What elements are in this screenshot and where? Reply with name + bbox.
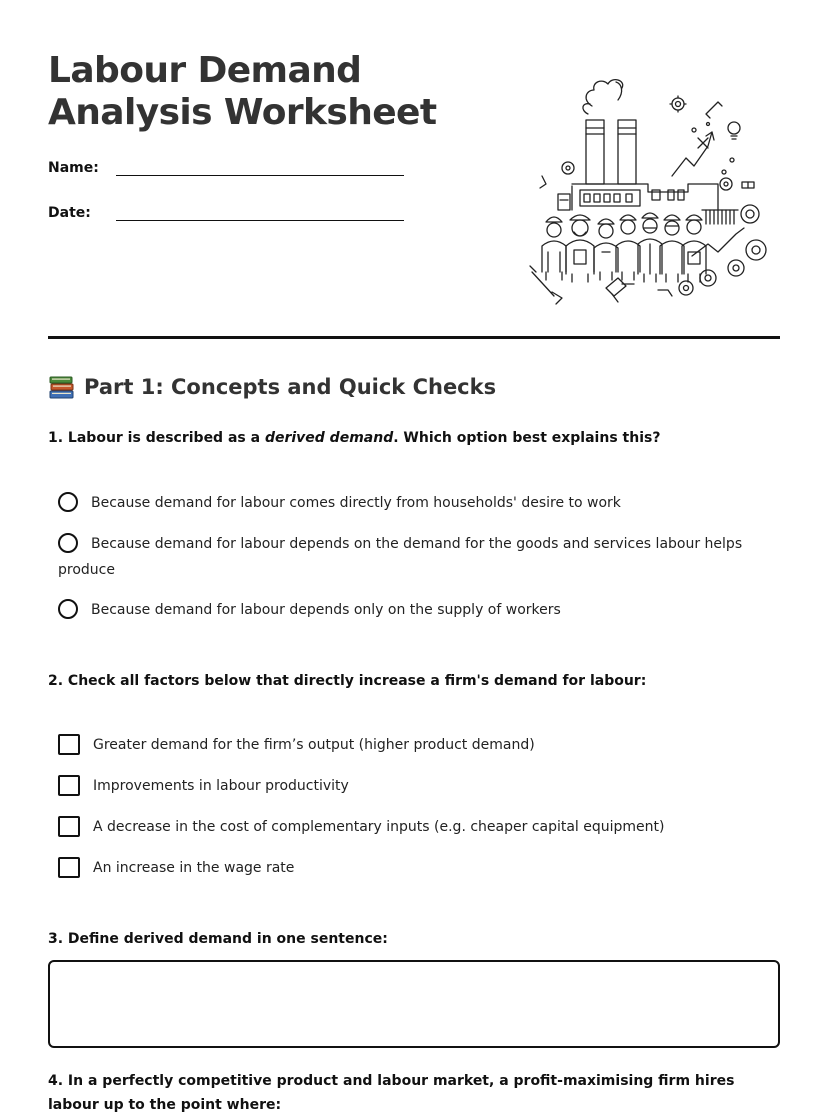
date-label: Date: bbox=[48, 205, 91, 221]
worksheet-title: Labour Demand Analysis Worksheet bbox=[48, 50, 437, 133]
q2-option-4[interactable] bbox=[58, 855, 758, 881]
q2-option-1[interactable] bbox=[58, 732, 758, 758]
q1-emphasis: derived demand bbox=[264, 430, 394, 446]
radio-button[interactable] bbox=[58, 492, 78, 512]
checkbox[interactable] bbox=[58, 857, 80, 878]
q3-answer-box[interactable] bbox=[48, 960, 780, 1048]
question-1 bbox=[48, 426, 788, 450]
question-4: 4. In a perfectly competitive product and labour market, a profit-maximising firm hires labour up to the point where: bbox=[48, 1073, 735, 1113]
part1-heading bbox=[48, 374, 496, 400]
q1-prefix: 1. Labour is described as a bbox=[48, 430, 265, 446]
q1-option-1[interactable] bbox=[58, 490, 758, 516]
factory-workers-illustration bbox=[522, 76, 770, 308]
q2-option-1-label: Greater demand for the firm’s output (higher product demand) bbox=[93, 737, 535, 753]
q1-suffix: . Which option best explains this? bbox=[393, 430, 661, 446]
question-2: 2. Check all factors below that directly increase a firm's demand for labour: bbox=[48, 673, 647, 689]
radio-button[interactable] bbox=[58, 533, 78, 553]
name-input-line[interactable] bbox=[116, 174, 404, 176]
checkbox[interactable] bbox=[58, 734, 80, 755]
date-field bbox=[48, 205, 404, 221]
q1-option-1-label: Because demand for labour comes directly from households' desire to work bbox=[91, 495, 621, 511]
q2-option-2-label: Improvements in labour productivity bbox=[93, 778, 349, 794]
q2-option-3-label: A decrease in the cost of complementary inputs (e.g. cheaper capital equipment) bbox=[93, 819, 665, 835]
name-label: Name: bbox=[48, 160, 99, 176]
date-input-line[interactable] bbox=[116, 219, 404, 221]
question-3: 3. Define derived demand in one sentence: bbox=[48, 931, 388, 947]
q1-option-3-label: Because demand for labour depends only on the supply of workers bbox=[91, 602, 561, 618]
checkbox[interactable] bbox=[58, 775, 80, 796]
q1-option-2-label: Because demand for labour depends on the demand for the goods and services labour helps produce bbox=[58, 536, 743, 578]
name-field bbox=[48, 160, 404, 176]
q1-option-2[interactable] bbox=[58, 531, 758, 583]
q1-option-3[interactable] bbox=[58, 597, 758, 623]
radio-button[interactable] bbox=[58, 599, 78, 619]
q2-option-2[interactable] bbox=[58, 773, 758, 799]
checkbox[interactable] bbox=[58, 816, 80, 837]
books-icon bbox=[48, 374, 76, 400]
q2-option-3[interactable] bbox=[58, 814, 758, 840]
q2-option-4-label: An increase in the wage rate bbox=[93, 860, 295, 876]
part1-heading-text: Part 1: Concepts and Quick Checks bbox=[84, 375, 497, 399]
header-divider bbox=[48, 336, 780, 339]
